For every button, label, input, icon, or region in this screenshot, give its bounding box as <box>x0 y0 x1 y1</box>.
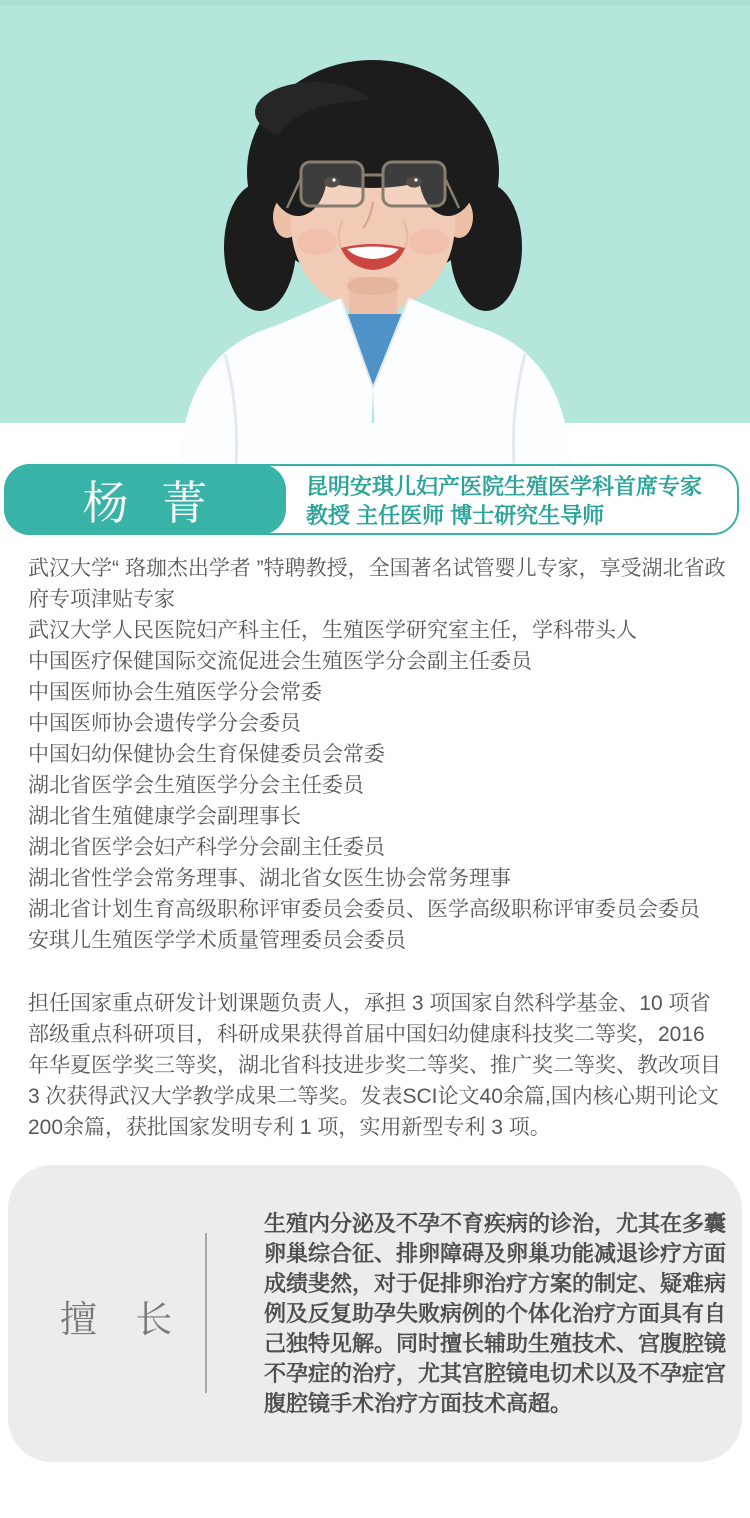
hero-top-strip <box>0 0 750 5</box>
credential-item: 武汉大学“ 珞珈杰出学者 ”特聘教授，全国著名试管婴儿专家，享受湖北省政府专项津贴专家 <box>28 557 726 611</box>
name-banner <box>4 464 739 535</box>
credential-item: 安琪儿生殖医学学术质量管理委员会委员 <box>28 929 406 952</box>
doctor-name: 杨 菁 <box>82 476 218 529</box>
doctor-photo <box>165 52 585 464</box>
credential-item: 中国妇幼保健协会生育保健委员会常委 <box>28 743 385 766</box>
credential-item: 湖北省医学会生殖医学分会主任委员 <box>28 774 364 797</box>
doctor-title-line1: 昆明安琪儿妇产医院生殖医学科首席专家 <box>306 474 703 499</box>
credential-item: 湖北省计划生育高级职称评审委员会委员、医学高级职称评审委员会委员 <box>28 898 700 921</box>
credential-item: 武汉大学人民医院妇产科主任，生殖医学研究室主任，学科带头人 <box>28 619 637 642</box>
specialty-text: 生殖内分泌及不孕不育疾病的诊治，尤其在多囊卵巢综合征、排卵障碍及卵巢功能减退诊疗方面成绩斐然，对于促排卵治疗方案的制定、疑难病例及反复助孕失败病例的个体化治疗方面具有自己独特见解。同时擅长辅助生殖技术、宫腹腔镜不孕症的治疗，尤其宫腔镜电切术以及不孕症宫腹腔镜手术治疗方面技术高超。 <box>264 1211 727 1416</box>
credential-item: 湖北省生殖健康学会副理事长 <box>28 805 301 828</box>
credential-item: 中国医师协会生殖医学分会常委 <box>28 681 322 704</box>
credential-item: 湖北省医学会妇产科学分会副主任委员 <box>28 836 385 859</box>
credential-item: 湖北省性学会常务理事、湖北省女医生协会常务理事 <box>28 867 511 890</box>
doctor-titles <box>306 472 702 530</box>
achievements-paragraph: 担任国家重点研发计划课题负责人，承担 3 项国家自然科学基金、10 项省部级重点科研项目，科研成果获得首届中国妇幼健康科技奖二等奖，2016 年华夏医学奖三等奖，湖北省科技进步奖二等奖、推广奖二等奖、教改项目 3 次获得武汉大学教学成果二等奖。发表SCI论文40余篇,国内核心期刊论文200余篇，获批国家发明专利 1 项，实用新型专利 3 项。 <box>28 992 721 1139</box>
credentials-list <box>28 553 728 956</box>
credential-item: 中国医师协会遗传学分会委员 <box>28 712 301 735</box>
name-block <box>4 464 286 535</box>
doctor-title-line2: 教授 主任医师 博士研究生导师 <box>306 503 605 528</box>
specialty-label: 擅 长 <box>60 1299 187 1340</box>
specialty-box <box>8 1165 742 1462</box>
credential-item: 中国医疗保健国际交流促进会生殖医学分会副主任委员 <box>28 650 532 673</box>
specialty-divider <box>205 1233 207 1393</box>
